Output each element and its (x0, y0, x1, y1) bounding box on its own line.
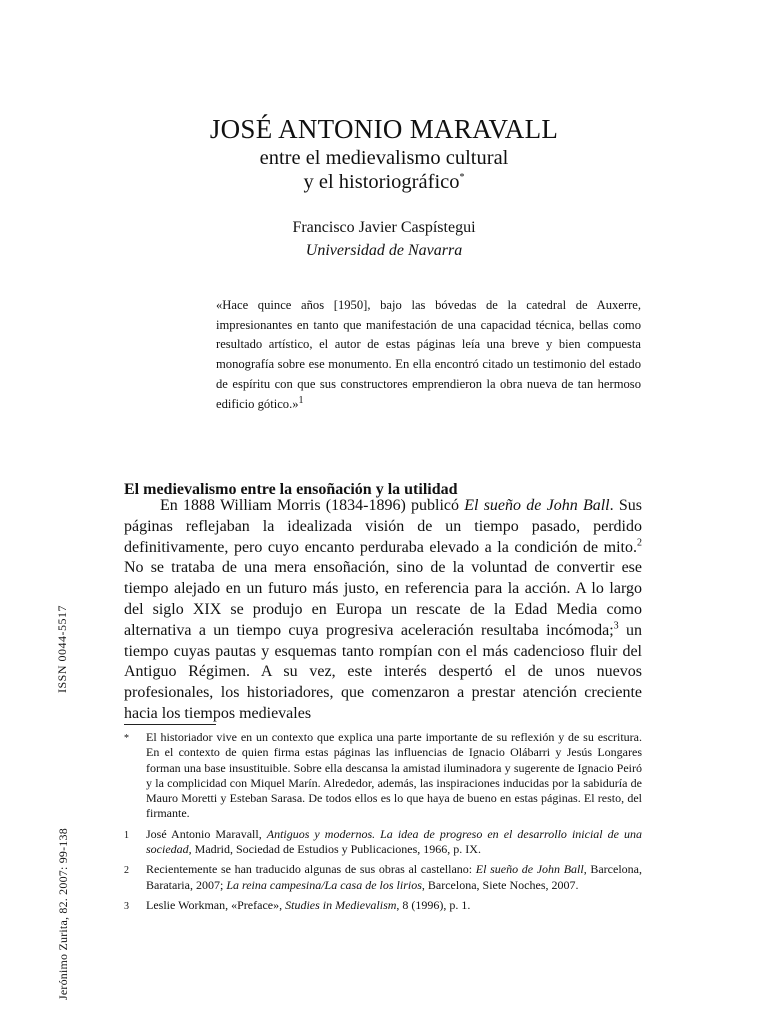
body-text-2: . Sus páginas reflejaban la idealizada visión de un tiempo pasado, perdido definitivamente, pero cuyo encanto perduraba elevado a la condición de mito. (124, 497, 642, 556)
author-name: Francisco Javier Caspístegui (292, 219, 476, 236)
fn1-part-a: José Antonio Maravall, (146, 826, 267, 841)
footnote-3-mark: 3 (124, 900, 129, 912)
footnote-divider (124, 724, 216, 725)
author-affiliation: Universidad de Navarra (305, 242, 463, 259)
fn3-part-a: Leslie Workman, «Preface», (146, 897, 286, 912)
paper-subtitle-line2 (124, 170, 644, 194)
subtitle-note-marker[interactable]: * (459, 172, 465, 184)
fn2-italic-2: La reina campesina/La casa de los lirios (226, 877, 422, 892)
subtitle-line2-text: y el historiográfico (303, 171, 460, 193)
footnote-star-text: El historiador vive en un contexto que explica una parte importante de su reflexión y de su escritura. En el contexto de quien firma estas páginas las influencias de Ignacio Olábarri y Jesús Longares forman una base insustituible. Sobre ella descansa la amistad iluminadora y sugerente de Ignacio Peiró y la complicidad con Miquel Marín. Alrededor, además, las inspiraciones inducidas por la sabiduría de Mauro Moretti y Esteban Sarasa. De todos ellos es lo que haya de bueno en estas páginas. El resto, del firmante. (146, 730, 642, 821)
footnote-ref-2[interactable]: 2 (637, 537, 642, 549)
footnote-star (124, 730, 642, 822)
paper-title: JOSÉ ANTONIO MARAVALL (209, 114, 559, 144)
footnote-3-text (146, 898, 642, 914)
footnote-1-mark: 1 (124, 829, 129, 841)
footnote-3 (124, 898, 642, 914)
fn1-part-b: , Madrid, Sociedad de Estudios y Publicaciones, 1966, p. IX. (188, 842, 481, 857)
section-heading: El medievalismo entre la ensoñación y la utilidad (124, 481, 458, 498)
footnote-2-text (146, 862, 642, 893)
body-italic-title: El sueño de John Ball (464, 497, 610, 514)
fn2-italic-1: El sueño de John Ball (475, 862, 584, 877)
footnote-2-mark: 2 (124, 865, 129, 877)
journal-citation: Jerónimo Zurita, 82. 2007: 99-138 (56, 828, 70, 1000)
footnote-star-mark: * (124, 733, 129, 744)
paper-subtitle-line1: entre el medievalismo cultural (259, 147, 509, 169)
fn1-italic: Antiguos y modernos. La idea de progreso en el desarrollo inicial de una sociedad (146, 826, 642, 857)
epigraph-text: «Hace quince años [1950], bajo las bóvedas de la catedral de Auxerre, impresionantes en tanto que manifestación de una capacidad técnica, bellas como resultado artístico, el autor de estas páginas leía una breve y bien compuesta monografía sobre ese monumento. En ella encontró citado un testimonio del estado de espíritu con que sus constructores emprendieron la obra nueva de tan hermoso edificio gótico.» (216, 298, 641, 411)
epigraph-note-marker[interactable]: 1 (298, 394, 304, 406)
fn2-part-a: Recientemente se han traducido algunas de sus obras al castellano: (146, 862, 476, 877)
fn3-part-b: , 8 (1996), p. 1. (396, 897, 471, 912)
body-text-4: un tiempo cuyas pautas y esquemas tanto rompían con el más cadencioso fluir del Antiguo Régimen. A su vez, este interés despertó el de unos nuevos profesionales, los historiadores, que comenzaron a prestar atención creciente hacia los tiempos medievales (124, 621, 642, 722)
footnote-1-text (146, 827, 642, 858)
footnotes-block (124, 730, 642, 919)
body-text-3: No se trataba de una mera ensoñación, sino de la voluntad de convertir ese tiempo alejado en un futuro más justo, en referencia para la acción. A lo largo del siglo XIX se produjo en Europa un rescate de la Edad Media como alternativa a un tiempo cuya progresiva aceleración resultaba incómoda; (124, 559, 642, 639)
fn2-part-b: , Barcelona, Barataria, 2007; (146, 862, 642, 892)
footnote-ref-3[interactable]: 3 (613, 620, 619, 632)
fn2-part-c: , Barcelona, Siete Noches, 2007. (421, 877, 579, 892)
footnote-1 (124, 827, 642, 858)
footnote-2 (124, 862, 642, 893)
body-paragraph (124, 496, 642, 725)
epigraph-quote (216, 296, 641, 414)
fn3-italic: Studies in Medievalism (285, 897, 397, 912)
issn-label: ISSN 0044-5517 (55, 604, 69, 693)
body-text-1: En 1888 William Morris (1834-1896) publicó (160, 497, 465, 514)
